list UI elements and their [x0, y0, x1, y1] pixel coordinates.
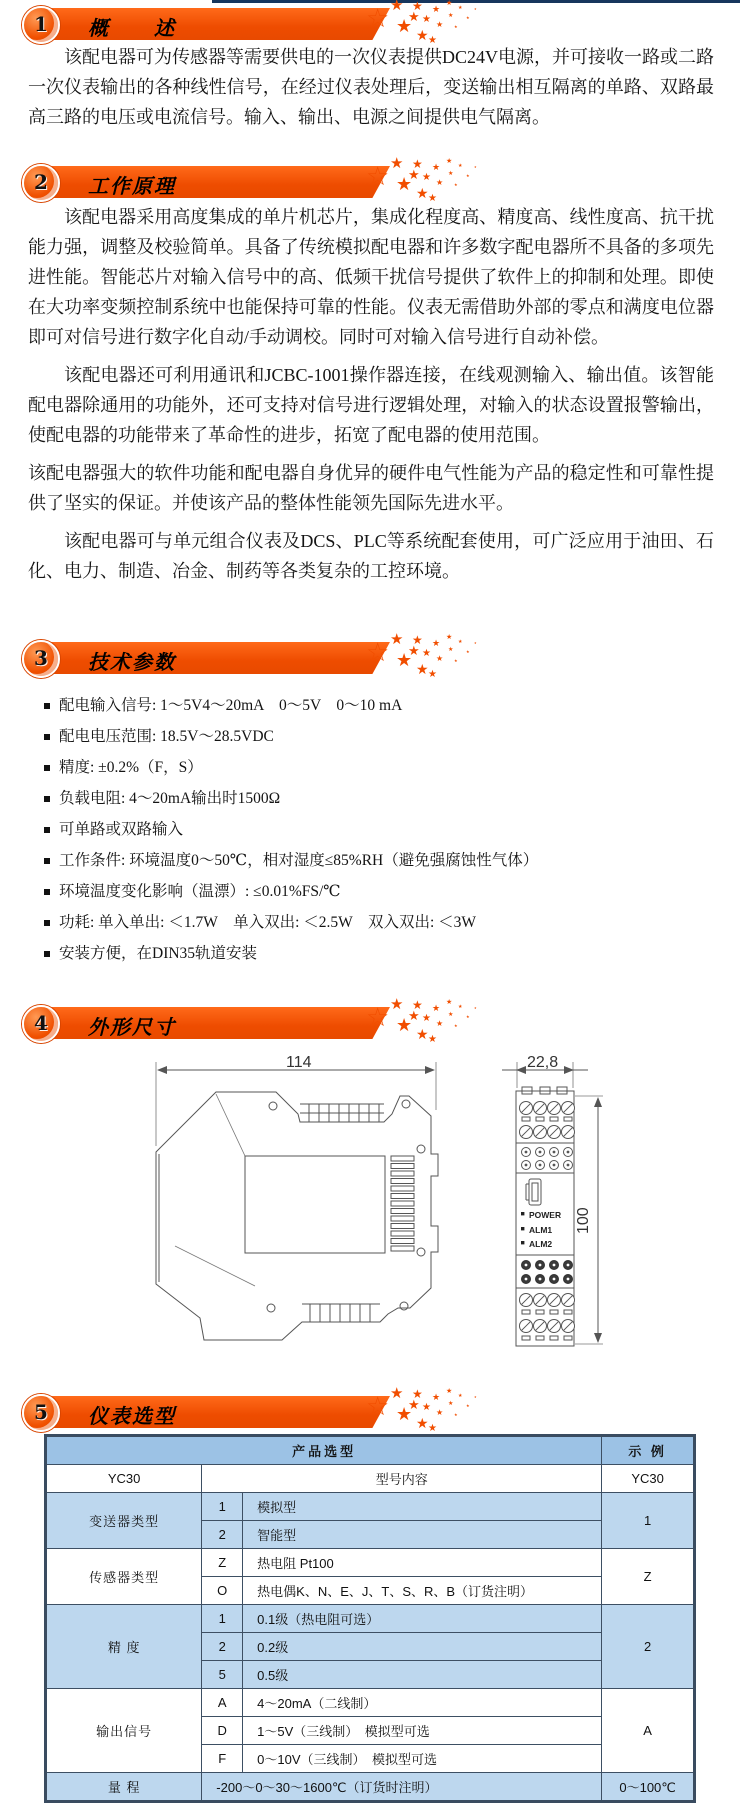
star-icon: ★ — [422, 648, 431, 659]
star-icon: ★ — [458, 163, 463, 169]
star-icon: ★ — [474, 641, 477, 645]
list-item: 配电电压范围: 18.5V～28.5VDC — [42, 721, 710, 752]
table-cell: F — [202, 1745, 243, 1773]
star-icon: ★ — [408, 168, 420, 183]
star-icon: ★ — [474, 7, 477, 11]
star-icon: ☆ — [366, 4, 390, 34]
section-header-principle — [22, 154, 522, 204]
star-decoration-icon — [366, 997, 526, 1049]
star-icon: ★ — [396, 1404, 413, 1425]
section-number-badge — [22, 1005, 60, 1043]
paragraph: 该配电器还可利用通讯和JCBC-1001操作器连接，在线观测输入、输出值。该智能配电器除通用的功能外，还可支持对信号进行逻辑处理，对输入的状态设置报警输出，使配电器的功能带来了革命性的进步，拓宽了配电器的使用范围。 — [28, 365, 714, 445]
table-cell: 0.2级 — [243, 1633, 602, 1661]
star-icon: ★ — [446, 633, 453, 641]
table-cell: 0.5级 — [243, 1661, 602, 1689]
dim-width-label: 114 — [286, 1054, 312, 1071]
star-icon: ★ — [428, 1423, 437, 1434]
paragraph: 该配电器可为传感器等需要供电的一次仪表提供DC24V电源，并可接收一路或二路一次仪表输出的各种线性信号，在经过仪表处理后，变送输出相互隔离的单路、双路最高三路的电压或电流信号。输入、输出、电源之间提供电气隔离。 — [28, 47, 715, 127]
star-icon: ★ — [412, 633, 423, 647]
star-icon: ★ — [396, 174, 413, 195]
table-cell: 0.1级（热电阻可选） — [243, 1605, 602, 1633]
table-cell: D — [202, 1717, 243, 1745]
table-cell: 1 — [202, 1493, 243, 1521]
star-icon: ★ — [446, 157, 453, 165]
star-icon: ★ — [396, 1015, 413, 1036]
paragraph: 该配电器强大的软件功能和配电器自身优异的硬件电气性能为产品的稳定性和可靠性提供了坚实的保证。并使该产品的整体性能领先国际先进水平。 — [28, 463, 714, 513]
selection-table — [44, 1434, 696, 1803]
list-item: 负载电阻: 4～20mA输出时1500Ω — [42, 783, 710, 814]
table-cell: 1 — [202, 1605, 243, 1633]
list-item: 工作条件: 环境温度0～50℃，相对湿度≤85%RH（避免强腐蚀性气体） — [42, 845, 710, 876]
star-icon: ★ — [396, 650, 413, 671]
section-number-badge — [22, 640, 60, 678]
section-number: 1 — [34, 12, 48, 36]
star-icon: ☆ — [366, 1003, 390, 1033]
star-icon: ★ — [432, 1393, 441, 1403]
table-cell: Z — [202, 1549, 243, 1577]
table-cell: 变送器类型 — [46, 1493, 202, 1549]
star-icon: ★ — [454, 1023, 458, 1028]
section-number: 4 — [34, 1011, 48, 1035]
star-icon: ★ — [416, 662, 429, 678]
star-icon: ★ — [408, 1398, 420, 1413]
paragraph: 该配电器采用高度集成的单片机芯片，集成化程度高、精度高、线性度高、抗干扰能力强，调整及校验简单。具备了传统模拟配电器和许多数字配电器所不具备的多项先进性能。智能芯片对输入信号中的高、低频干扰信号提供了软件上的抑制和处理。即使在大功率变频控制系统中也能保持可靠的性能。仪表无需借助外部的零点和满度电位器即可对信号进行数字化自动/手动调校。同时可对输入信号进行自动补偿。 — [28, 207, 714, 347]
star-icon: ★ — [390, 0, 404, 14]
table-row — [46, 1549, 695, 1577]
star-icon: ★ — [428, 35, 437, 46]
star-decoration-icon — [366, 156, 526, 208]
table-cell: A — [202, 1689, 243, 1717]
table-cell: Z — [602, 1549, 695, 1605]
star-icon: ★ — [436, 178, 444, 187]
star-icon: ★ — [422, 172, 431, 183]
star-icon: ★ — [466, 15, 470, 20]
section-number: 5 — [34, 1400, 48, 1424]
list-item: 环境温度变化影响（温漂）: ≤0.01%FS/℃ — [42, 876, 710, 907]
table-cell: 量 程 — [46, 1773, 202, 1802]
table-cell: 0～10V（三线制） 模拟型可选 — [243, 1745, 602, 1773]
table-row — [46, 1493, 695, 1521]
section-title: 技术参数 — [88, 650, 176, 674]
star-icon: ★ — [474, 165, 477, 169]
star-icon: ★ — [474, 1395, 477, 1399]
section-header-selection — [22, 1384, 522, 1434]
table-cell: 0～100℃ — [602, 1773, 695, 1802]
section-title: 仪表选型 — [88, 1404, 176, 1428]
star-icon: ★ — [458, 639, 463, 645]
table-cell: O — [202, 1577, 243, 1605]
table-cell: 2 — [202, 1633, 243, 1661]
star-icon: ★ — [458, 5, 463, 11]
principle-text — [28, 202, 714, 594]
table-cell: 5 — [202, 1661, 243, 1689]
table-row — [46, 1436, 695, 1465]
table-cell: 1 — [602, 1493, 695, 1549]
section-header-parameters — [22, 630, 522, 680]
star-icon: ★ — [432, 163, 441, 173]
table-cell: 热电偶K、N、E、J、T、S、R、B（订货注明） — [243, 1577, 602, 1605]
section-number-badge — [22, 6, 60, 44]
star-icon: ★ — [416, 1416, 429, 1432]
star-icon: ★ — [422, 14, 431, 25]
section-header-overview — [22, 0, 522, 46]
table-cell: A — [602, 1689, 695, 1773]
table-cell: 传感器类型 — [46, 1549, 202, 1605]
star-icon: ★ — [390, 630, 404, 648]
table-row — [46, 1689, 695, 1717]
star-icon: ★ — [428, 669, 437, 680]
table-cell: YC30 — [602, 1465, 695, 1493]
list-item: 配电输入信号: 1～5V4～20mA 0～5V 0～10 mA — [42, 690, 710, 721]
star-icon: ★ — [458, 1393, 463, 1399]
table-cell: 模拟型 — [243, 1493, 602, 1521]
led-power-label: POWER — [529, 1210, 562, 1220]
table-cell: 4～20mA（二线制） — [243, 1689, 602, 1717]
parameter-list — [42, 690, 710, 969]
star-icon: ★ — [408, 10, 420, 25]
star-icon: ★ — [412, 1387, 423, 1401]
star-icon: ★ — [436, 654, 444, 663]
section-number-badge — [22, 164, 60, 202]
star-icon: ☆ — [366, 162, 390, 192]
star-icon: ★ — [412, 0, 423, 13]
side-view-drawing — [148, 1056, 448, 1350]
star-icon: ★ — [428, 193, 437, 204]
star-icon: ★ — [436, 1408, 444, 1417]
star-icon: ★ — [396, 16, 413, 37]
star-icon: ☆ — [366, 638, 390, 668]
overview-text — [28, 42, 714, 140]
table-cell: 2 — [602, 1605, 695, 1689]
table-row — [46, 1605, 695, 1633]
section-number: 2 — [34, 170, 48, 194]
table-cell: 精 度 — [46, 1605, 202, 1689]
star-icon: ★ — [390, 1384, 404, 1402]
star-icon: ★ — [408, 1009, 420, 1024]
table-cell: 2 — [202, 1521, 243, 1549]
star-icon: ★ — [448, 12, 454, 19]
front-view-drawing — [500, 1056, 700, 1356]
section-title: 外形尺寸 — [88, 1015, 176, 1039]
star-icon: ★ — [466, 1014, 470, 1019]
star-icon: ★ — [454, 1412, 458, 1417]
star-icon: ★ — [432, 5, 441, 15]
star-icon: ★ — [408, 644, 420, 659]
star-icon: ★ — [416, 1027, 429, 1043]
star-icon: ☆ — [366, 1392, 390, 1422]
star-icon: ★ — [436, 1019, 444, 1028]
table-row — [46, 1465, 695, 1493]
list-item: 安装方便，在DIN35轨道安装 — [42, 938, 710, 969]
star-icon: ★ — [446, 1387, 453, 1395]
star-decoration-icon — [366, 0, 526, 50]
table-cell: 智能型 — [243, 1521, 602, 1549]
list-item: 精度: ±0.2%（F，S） — [42, 752, 710, 783]
list-item: 功耗: 单入单出: ＜1.7W 单入双出: ＜2.5W 双入双出: ＜3W — [42, 907, 710, 938]
table-cell: YC30 — [46, 1465, 202, 1493]
star-icon: ★ — [428, 1034, 437, 1045]
star-icon: ★ — [454, 24, 458, 29]
bottom-vent-slats — [310, 1304, 370, 1322]
section-header-dimensions — [22, 995, 522, 1045]
star-icon: ★ — [416, 186, 429, 202]
star-icon: ★ — [446, 998, 453, 1006]
table-cell: 输出信号 — [46, 1689, 202, 1773]
list-item: 可单路或双路输入 — [42, 814, 710, 845]
star-icon: ★ — [432, 1004, 441, 1014]
star-icon: ★ — [454, 658, 458, 663]
star-icon: ★ — [422, 1402, 431, 1413]
star-decoration-icon — [366, 1386, 526, 1438]
table-row — [46, 1773, 695, 1802]
dim-height-label: 100 — [575, 1207, 592, 1234]
star-icon: ★ — [436, 20, 444, 29]
star-icon: ★ — [416, 28, 429, 44]
led-alm1-label: ALM1 — [529, 1225, 553, 1235]
dim-depth-label: 22,8 — [527, 1054, 559, 1071]
star-icon: ★ — [422, 1013, 431, 1024]
table-header-product: 产品选型 — [46, 1436, 602, 1465]
section-title: 概 述 — [88, 16, 176, 40]
star-icon: ★ — [458, 1004, 463, 1010]
paragraph: 该配电器可与单元组合仪表及DCS、PLC等系统配套使用，可广泛应用于油田、石化、电力、制造、冶金、制药等各类复杂的工控环境。 — [28, 531, 714, 581]
star-icon: ★ — [474, 1006, 477, 1010]
star-icon: ★ — [466, 1403, 470, 1408]
side-vent-column — [391, 1156, 414, 1251]
section-number-badge — [22, 1394, 60, 1432]
table-cell: -200～0～30～1600℃（订货时注明） — [202, 1773, 602, 1802]
section-title: 工作原理 — [88, 174, 176, 198]
star-decoration-icon — [366, 632, 526, 684]
table-cell: 1～5V（三线制） 模拟型可选 — [243, 1717, 602, 1745]
star-icon: ★ — [454, 182, 458, 187]
star-icon: ★ — [466, 173, 470, 178]
star-icon: ★ — [432, 639, 441, 649]
star-icon: ★ — [446, 0, 453, 7]
star-icon: ★ — [412, 998, 423, 1012]
star-icon: ★ — [390, 154, 404, 172]
star-icon: ★ — [390, 995, 404, 1013]
table-header-example: 示 例 — [602, 1436, 695, 1465]
table-cell: 型号内容 — [202, 1465, 602, 1493]
star-icon: ★ — [466, 649, 470, 654]
section-number: 3 — [34, 646, 48, 670]
dimension-drawing — [148, 1056, 700, 1356]
star-icon: ★ — [448, 170, 454, 177]
star-icon: ★ — [448, 1011, 454, 1018]
star-icon: ★ — [448, 1400, 454, 1407]
led-alm2-label: ALM2 — [529, 1239, 553, 1249]
star-icon: ★ — [448, 646, 454, 653]
table-cell: 热电阻 Pt100 — [243, 1549, 602, 1577]
led-labels — [521, 1210, 561, 1249]
star-icon: ★ — [412, 157, 423, 171]
